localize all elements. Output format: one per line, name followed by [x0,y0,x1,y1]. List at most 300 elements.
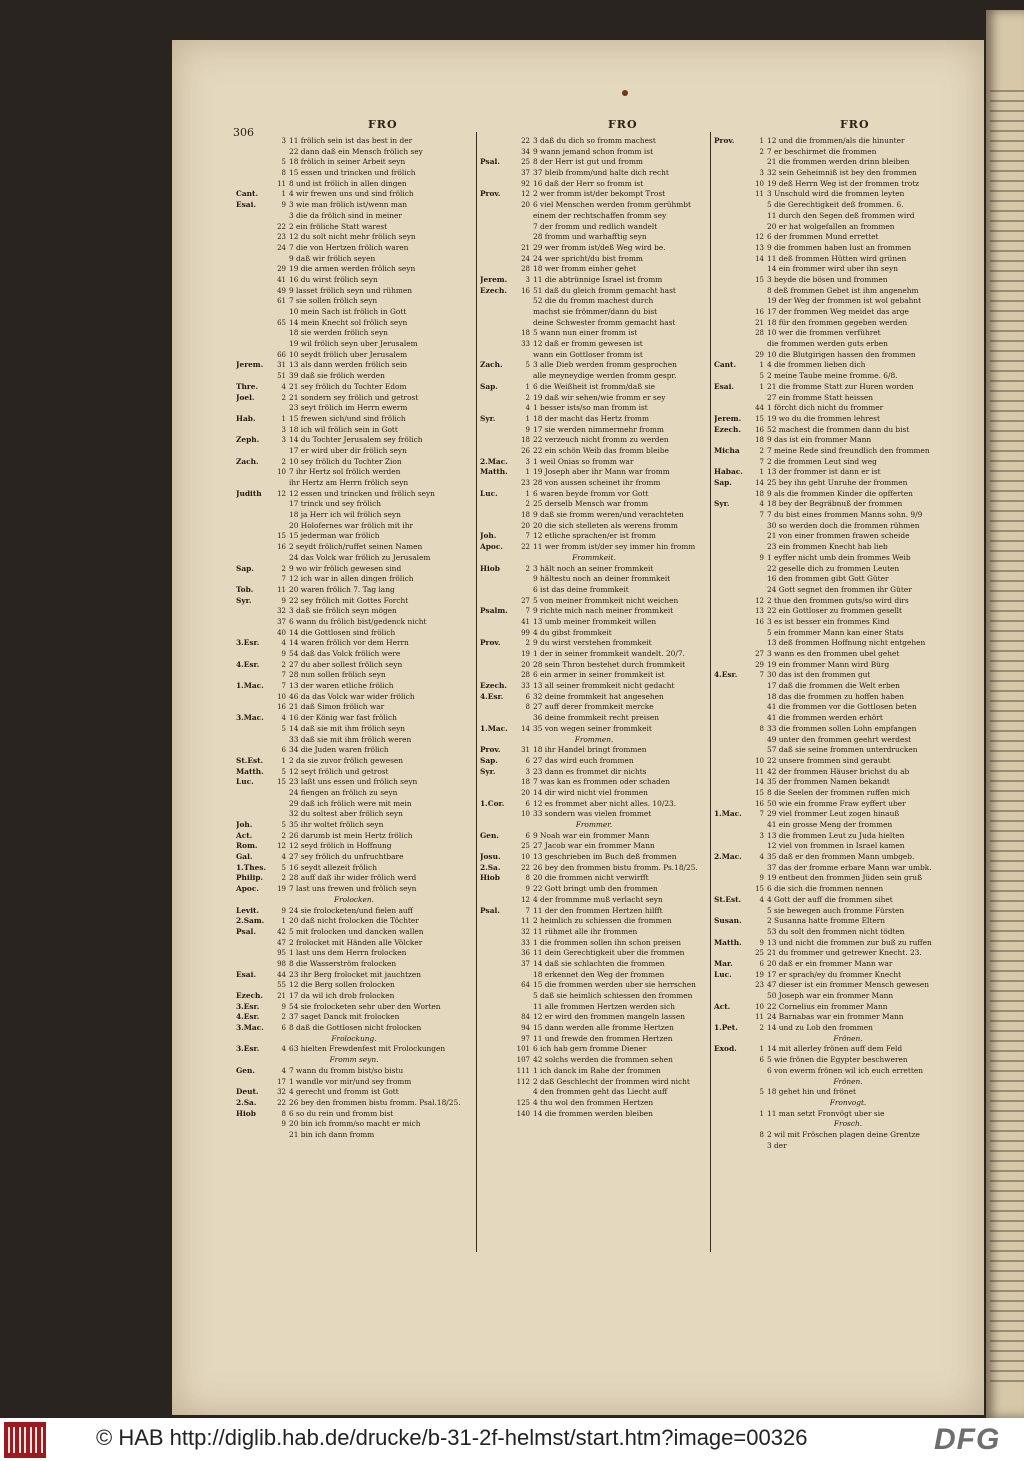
entry-text: 22 verzeuch nicht fromm zu werden [533,435,669,445]
entry-text: 18 erkennet den Weg der frommen [533,969,665,979]
book-abbrev [480,1002,514,1013]
entry-text: 4 du gibst frommkeit [533,627,612,637]
chapter-number [748,735,767,746]
entry-text: 19 wo du die frommen lehrest [767,413,880,423]
book-abbrev [714,211,748,222]
book-abbrev [236,157,270,168]
chapter-number: 36 [521,949,530,958]
concordance-entry [236,179,472,190]
book-abbrev [480,702,514,713]
chapter-number: 34 [521,147,530,156]
concordance-entry [480,777,708,788]
book-abbrev: 1.Pet. [714,1023,738,1033]
concordance-entry [480,393,708,404]
chapter-number [748,574,767,585]
book-abbrev [236,510,270,521]
entry-text: 14 die frommen werden bleiben [533,1108,653,1118]
chapter-number: 10 [521,853,530,862]
book-abbrev: Hiob [480,563,500,573]
book-abbrev [236,147,270,158]
concordance-entry [480,692,708,703]
concordance-entry [714,628,982,639]
entry-text: 8 die Wasserström frolocken [289,958,397,968]
concordance-entry [236,1002,472,1013]
concordance-entry [480,147,708,158]
book-abbrev: Ezech. [480,285,507,295]
chapter-number: 37 [277,617,286,626]
chapter-number [270,521,289,532]
concordance-entry [714,318,982,329]
book-abbrev: 3.Mac. [236,1023,264,1033]
book-abbrev [714,873,748,884]
chapter-number: 65 [277,318,286,327]
entry-text: 1 besser ists/so man fromm ist [533,403,648,413]
book-abbrev: Luc. [714,969,732,979]
chapter-number: 1 [281,190,286,199]
concordance-entry [236,916,472,927]
entry-text: 10 wer die frommen verführet [767,328,881,338]
concordance-entry [236,927,472,938]
entry-text: 2 da sie zuvor frölich gewesen [289,755,404,765]
book-abbrev [480,1055,514,1066]
chapter-number: 24 [521,254,530,263]
book-abbrev: Joh. [236,820,253,829]
entry-text: 14 die Gottlosen sind frölich [289,627,396,637]
concordance-entry [236,1044,472,1055]
entry-text: 17 da wil ich drob frolocken [289,991,395,1000]
chapter-number: 16 [755,308,764,316]
entry-text: 19 Joseph aber ihr Mann war fromm [533,467,670,477]
entry-text: 18 ihr Handel bringt frommen [533,745,647,755]
chapter-number [748,1141,767,1152]
concordance-entry [714,574,982,585]
concordance-entry [714,585,982,596]
concordance-entry [480,970,708,981]
chapter-number: 21 [755,318,764,327]
entry-text: 16 du wirst frölich seyn [289,274,378,284]
section-heading [714,1034,982,1045]
book-abbrev [714,820,748,831]
chapter-number [748,713,767,724]
entry-text: 10 die Blutgirigen hassen den frommen [767,349,916,359]
entry-text: 6 waren beyde fromm vor Gott [533,488,649,498]
entry-text: 13 als dann werden frölich sein [289,360,408,370]
concordance-entry [236,841,472,852]
entry-text: 18 der macht das Hertz fromm [533,413,649,423]
chapter-number [748,222,767,233]
entry-text: 7 die von Hertzen frölich waren [289,242,409,252]
chapter-number: 41 [277,275,286,284]
concordance-entry [236,189,472,200]
book-abbrev [236,531,270,542]
book-abbrev [714,435,748,446]
entry-text: 22 sey frölich mit Gottes Forcht [289,595,409,605]
concordance-entry [236,403,472,414]
concordance-entry [236,660,472,671]
book-abbrev [480,307,514,318]
chapter-number: 19 [277,885,286,894]
concordance-entry [480,980,708,991]
hab-barcode-logo-icon [4,1422,46,1458]
book-abbrev [714,307,748,318]
concordance-entry [714,414,982,425]
chapter-number [748,745,767,756]
concordance-entry [714,425,982,436]
chapter-number: 21 [277,992,286,1000]
book-abbrev [480,510,514,521]
concordance-entry [714,136,982,147]
entry-text: 14 daß sie schlachten die frommen [533,958,665,968]
entry-text: 11 frölich sein ist das best in der [289,136,413,145]
concordance-entry [480,938,708,949]
concordance-entry [480,702,708,713]
chapter-number: 8 [281,169,286,178]
chapter-number: 47 [277,938,286,947]
concordance-entry [236,692,472,703]
entry-text: 20 er hat wolgefallen an frommen [767,221,895,231]
concordance-entry [714,435,982,446]
chapter-number: 3 [525,457,530,466]
entry-text: 29 daß ich frölich were mit mein [289,798,412,808]
concordance-entry [236,670,472,681]
entry-text: 21 sey frölich du Tochter Edom [289,381,407,391]
chapter-number: 16 [277,703,286,712]
entry-text: 17 er wird uber dir frölich seyn [289,445,407,455]
concordance-entry [236,328,472,339]
book-abbrev [714,275,748,286]
concordance-entry [714,692,982,703]
chapter-number: 29 [755,350,764,359]
entry-text: 11 rühmet alle ihr frommen [533,926,638,936]
concordance-entry [236,1087,472,1098]
book-abbrev: Syr. [480,413,496,423]
concordance-entry [480,670,708,681]
chapter-number: 15 [277,778,286,787]
concordance-entry [480,948,708,959]
entry-text: 5 daß sie heimlich schiessen den frommen [533,991,693,1000]
chapter-number [748,820,767,831]
entry-text: 21 die fromme Statt zur Huren worden [767,381,914,391]
entry-text: 16 seydt allezeit frölich [289,862,377,872]
chapter-number [270,147,289,158]
chapter-number: 6 [525,692,530,701]
book-abbrev: Syr. [714,499,730,509]
chapter-number: 125 [516,1098,530,1107]
entry-text: 13 deß frommen Hoffnung nicht entgehen [767,638,926,648]
entry-text: 2 wer fromm ist/der bekompt Trost [533,189,666,199]
chapter-number [748,927,767,938]
section-heading [480,553,708,564]
entry-text: 22 dann daß ein Mensch frölich sey [289,146,423,156]
concordance-entry [480,1023,708,1034]
concordance-entry [714,788,982,799]
book-abbrev [236,403,270,414]
chapter-number [270,211,289,222]
chapter-number [748,211,767,222]
chapter-number: 8 [525,703,530,712]
chapter-number [748,339,767,350]
concordance-entry [480,446,708,457]
concordance-entry [480,927,708,938]
book-abbrev: Prov. [714,136,735,145]
concordance-entry [714,938,982,949]
chapter-number [514,222,533,233]
entry-text: 11 wer fromm ist/der sey immer hin fromm [533,542,696,552]
entry-text: 28 von aussen scheinet ihr fromm [533,478,661,487]
column-rule-1 [476,132,477,1252]
book-abbrev [236,286,270,297]
concordance-entry [480,360,708,371]
chapter-number: 1 [281,917,286,926]
chapter-number: 28 [521,265,530,274]
section-heading [236,1055,472,1066]
concordance-entry [236,489,472,500]
book-abbrev: Esai. [236,969,256,979]
chapter-number: 6 [759,1056,764,1065]
entry-text: 1 der in seiner frommkeit wandelt. 20/7. [533,649,685,658]
concordance-entry [480,457,708,468]
chapter-number: 22 [521,137,530,145]
entry-text: 17 daß die frommen die Welt erben [767,681,900,691]
concordance-entry [480,745,708,756]
concordance-entry [714,1066,982,1077]
entry-text: deine Schwester fromm gemacht hast [533,317,676,327]
concordance-entry [236,1077,472,1088]
chapter-number [748,1066,767,1077]
chapter-number [514,211,533,222]
concordance-entry [480,1044,708,1055]
concordance-entry [714,157,982,168]
book-abbrev [714,232,748,243]
concordance-entry [236,991,472,1002]
concordance-entry [236,254,472,265]
entry-text: 3 wie man frölich ist/wenn man [289,200,408,210]
entry-text: 14 daß sie mit ihm frölich seyn [289,723,406,733]
entry-text: 30 so werden doch die frommen rühmen [767,520,920,530]
concordance-entry [714,745,982,756]
entry-text: 7 ihr Hertz sol frölich werden [289,467,401,477]
concordance-entry [236,756,472,767]
copyright-link[interactable]: © HAB http://diglib.hab.de/drucke/b-31-2f-helmst/start.htm?image=00326 [96,1425,808,1450]
book-abbrev: 3.Esr. [236,1044,260,1054]
entry-text: 4 die frommen lieben dich [767,360,866,370]
entry-text: 13 der waren etliche frölich [289,681,394,691]
chapter-number [748,264,767,275]
entry-text: 23 laßt uns essen und frölich seyn [289,777,418,787]
concordance-entry [480,959,708,970]
concordance-entry [236,382,472,393]
chapter-number: 1 [759,1045,764,1054]
chapter-number: 18 [521,436,530,445]
heading-text: Frolockung. [331,1033,377,1043]
book-abbrev [714,189,748,200]
concordance-entry [714,403,982,414]
book-abbrev: Jerem. [236,360,264,370]
chapter-number: 4 [759,895,764,904]
chapter-number: 11 [521,917,530,926]
book-abbrev: Zach. [480,360,503,370]
entry-text: 17 trinck und sey frölich [289,499,381,509]
concordance-entry [480,232,708,243]
entry-text: 7 meine Rede sind freundlich den frommen [767,445,930,455]
concordance-entry [236,799,472,810]
concordance-entry [236,147,472,158]
book-abbrev [714,745,748,756]
chapter-number: 2 [281,831,286,840]
book-abbrev [236,339,270,350]
book-abbrev [480,147,514,158]
concordance-entry [714,895,982,906]
entry-text: 9 daß sie fromm weren/und verachteten [533,510,684,520]
concordance-entry [714,1109,982,1120]
entry-text: 26 bey den frommen bistu fromm. Ps.18/25. [533,862,698,872]
book-abbrev [236,628,270,639]
entry-text: 32 du soltest aber frölich seyn [289,809,403,819]
concordance-entry [714,275,982,286]
concordance-entry [480,681,708,692]
book-abbrev [480,649,514,660]
book-abbrev: Sap. [714,478,732,487]
concordance-entry [714,606,982,617]
chapter-number: 1 [759,468,764,477]
entry-text: 20 die frommen nicht verwirfft [533,873,649,883]
concordance-entry [480,489,708,500]
book-abbrev [480,1023,514,1034]
concordance-entry [236,1119,472,1130]
entry-text: 3 die da frölich sind in meiner [289,210,402,220]
concordance-entry [236,852,472,863]
concordance-entry [480,788,708,799]
book-abbrev [714,628,748,639]
entry-text: 3 hält noch an seiner frommkeit [533,563,654,573]
entry-text: 9 richte mich nach meiner frommkeit [533,606,674,616]
entry-text: 11 und frewde den frommen Hertzen [533,1033,673,1043]
chapter-number: 28 [521,671,530,680]
chapter-number: 22 [521,863,530,872]
chapter-number: 9 [281,1120,286,1129]
concordance-entry [236,136,472,147]
entry-text: 6 wann du frölich bist/gedenck nicht [289,616,427,626]
entry-text: 17 der frommen Weg meidet das arge [767,307,909,316]
book-abbrev [714,371,748,382]
entry-text: 30 das ist den frommen gut [767,670,871,680]
entry-text: 11 durch den Segen deß frommen wird [767,210,915,220]
chapter-number [514,991,533,1002]
entry-text: 11 der den frommen Hertzen hilfft [533,905,663,915]
concordance-entry [480,136,708,147]
chapter-number [748,681,767,692]
chapter-number [748,542,767,553]
book-abbrev [714,831,748,842]
book-abbrev [480,243,514,254]
entry-text: 6 die sich die frommen nennen [767,884,884,894]
concordance-entry [714,510,982,521]
concordance-entry [236,467,472,478]
book-abbrev [714,393,748,404]
ink-speck [622,90,628,96]
chapter-number: 20 [521,660,530,669]
book-abbrev [480,232,514,243]
book-abbrev [480,628,514,639]
concordance-entry [714,638,982,649]
book-abbrev: Ezech. [714,424,741,434]
concordance-entry [714,831,982,842]
book-abbrev [236,649,270,660]
chapter-number: 1 [281,414,286,423]
chapter-number [270,510,289,521]
chapter-number: 8 [759,724,764,733]
concordance-entry [714,767,982,778]
concordance-entry [480,467,708,478]
entry-text: 6 ich hab gern fromme Diener [533,1044,647,1054]
entry-text: 2 frolocket mit Händen alle Völcker [289,937,423,947]
chapter-number: 25 [755,949,764,958]
concordance-entry [236,628,472,639]
chapter-number: 5 [525,361,530,370]
concordance-entry [236,553,472,564]
chapter-number: 9 [525,885,530,894]
concordance-entry [236,457,472,468]
book-abbrev [714,489,748,500]
entry-text: 14 und zu Lob den frommen [767,1023,873,1033]
entry-text: 12 seyd frölich in Hoffnung [289,841,392,851]
concordance-entry [480,574,708,585]
section-heading [714,1098,982,1109]
entry-text: 6 ein armer in seiner frommkeit ist [533,670,665,680]
entry-text: 13 und nicht die frommen zur buß zu ruffen [767,937,932,947]
concordance-entry [714,713,982,724]
entry-text: wann ein Gottloser fromm ist [533,349,643,359]
book-abbrev: Luc. [480,488,498,498]
concordance-entry [714,339,982,350]
entry-text: 26 darumb ist mein Hertz frölich [289,830,413,840]
chapter-number [748,286,767,297]
chapter-number [748,841,767,852]
chapter-number [748,906,767,917]
chapter-number: 16 [755,425,764,434]
chapter-number: 22 [277,1098,286,1107]
entry-text: 35 von wegen seiner frommkeit [533,723,652,733]
entry-text: 3 Unschuld wird die frommen leyten [767,189,905,199]
book-abbrev [236,179,270,190]
entry-text: 37 das der fromme erbare Mann war umbk. [767,862,932,872]
book-abbrev [714,1012,748,1023]
chapter-number [748,157,767,168]
book-abbrev: Jerem. [714,413,742,423]
chapter-number: 9 [759,553,764,562]
entry-text: 4 gerecht und fromm ist Gott [289,1087,399,1097]
concordance-entry [714,243,982,254]
chapter-number: 18 [755,436,764,445]
chapter-number: 4 [281,639,286,648]
concordance-entry [714,873,982,884]
concordance-entry [236,681,472,692]
entry-text: 42 solchs werden die frommen sehen [533,1055,673,1065]
book-abbrev: Gen. [236,1065,255,1075]
entry-text: 19 wil frölich seyn uber Jerusalem [289,339,418,349]
concordance-entry [714,852,982,863]
book-abbrev [714,724,748,735]
book-abbrev [236,222,270,233]
chapter-number: 66 [277,350,286,359]
chapter-number: 7 [759,810,764,819]
concordance-entry [236,318,472,329]
chapter-number: 2 [281,874,286,883]
concordance-entry [480,1098,708,1109]
entry-text: 18 wer fromm einher gehet [533,264,637,274]
concordance-entry [480,318,708,329]
book-abbrev [714,1066,748,1077]
